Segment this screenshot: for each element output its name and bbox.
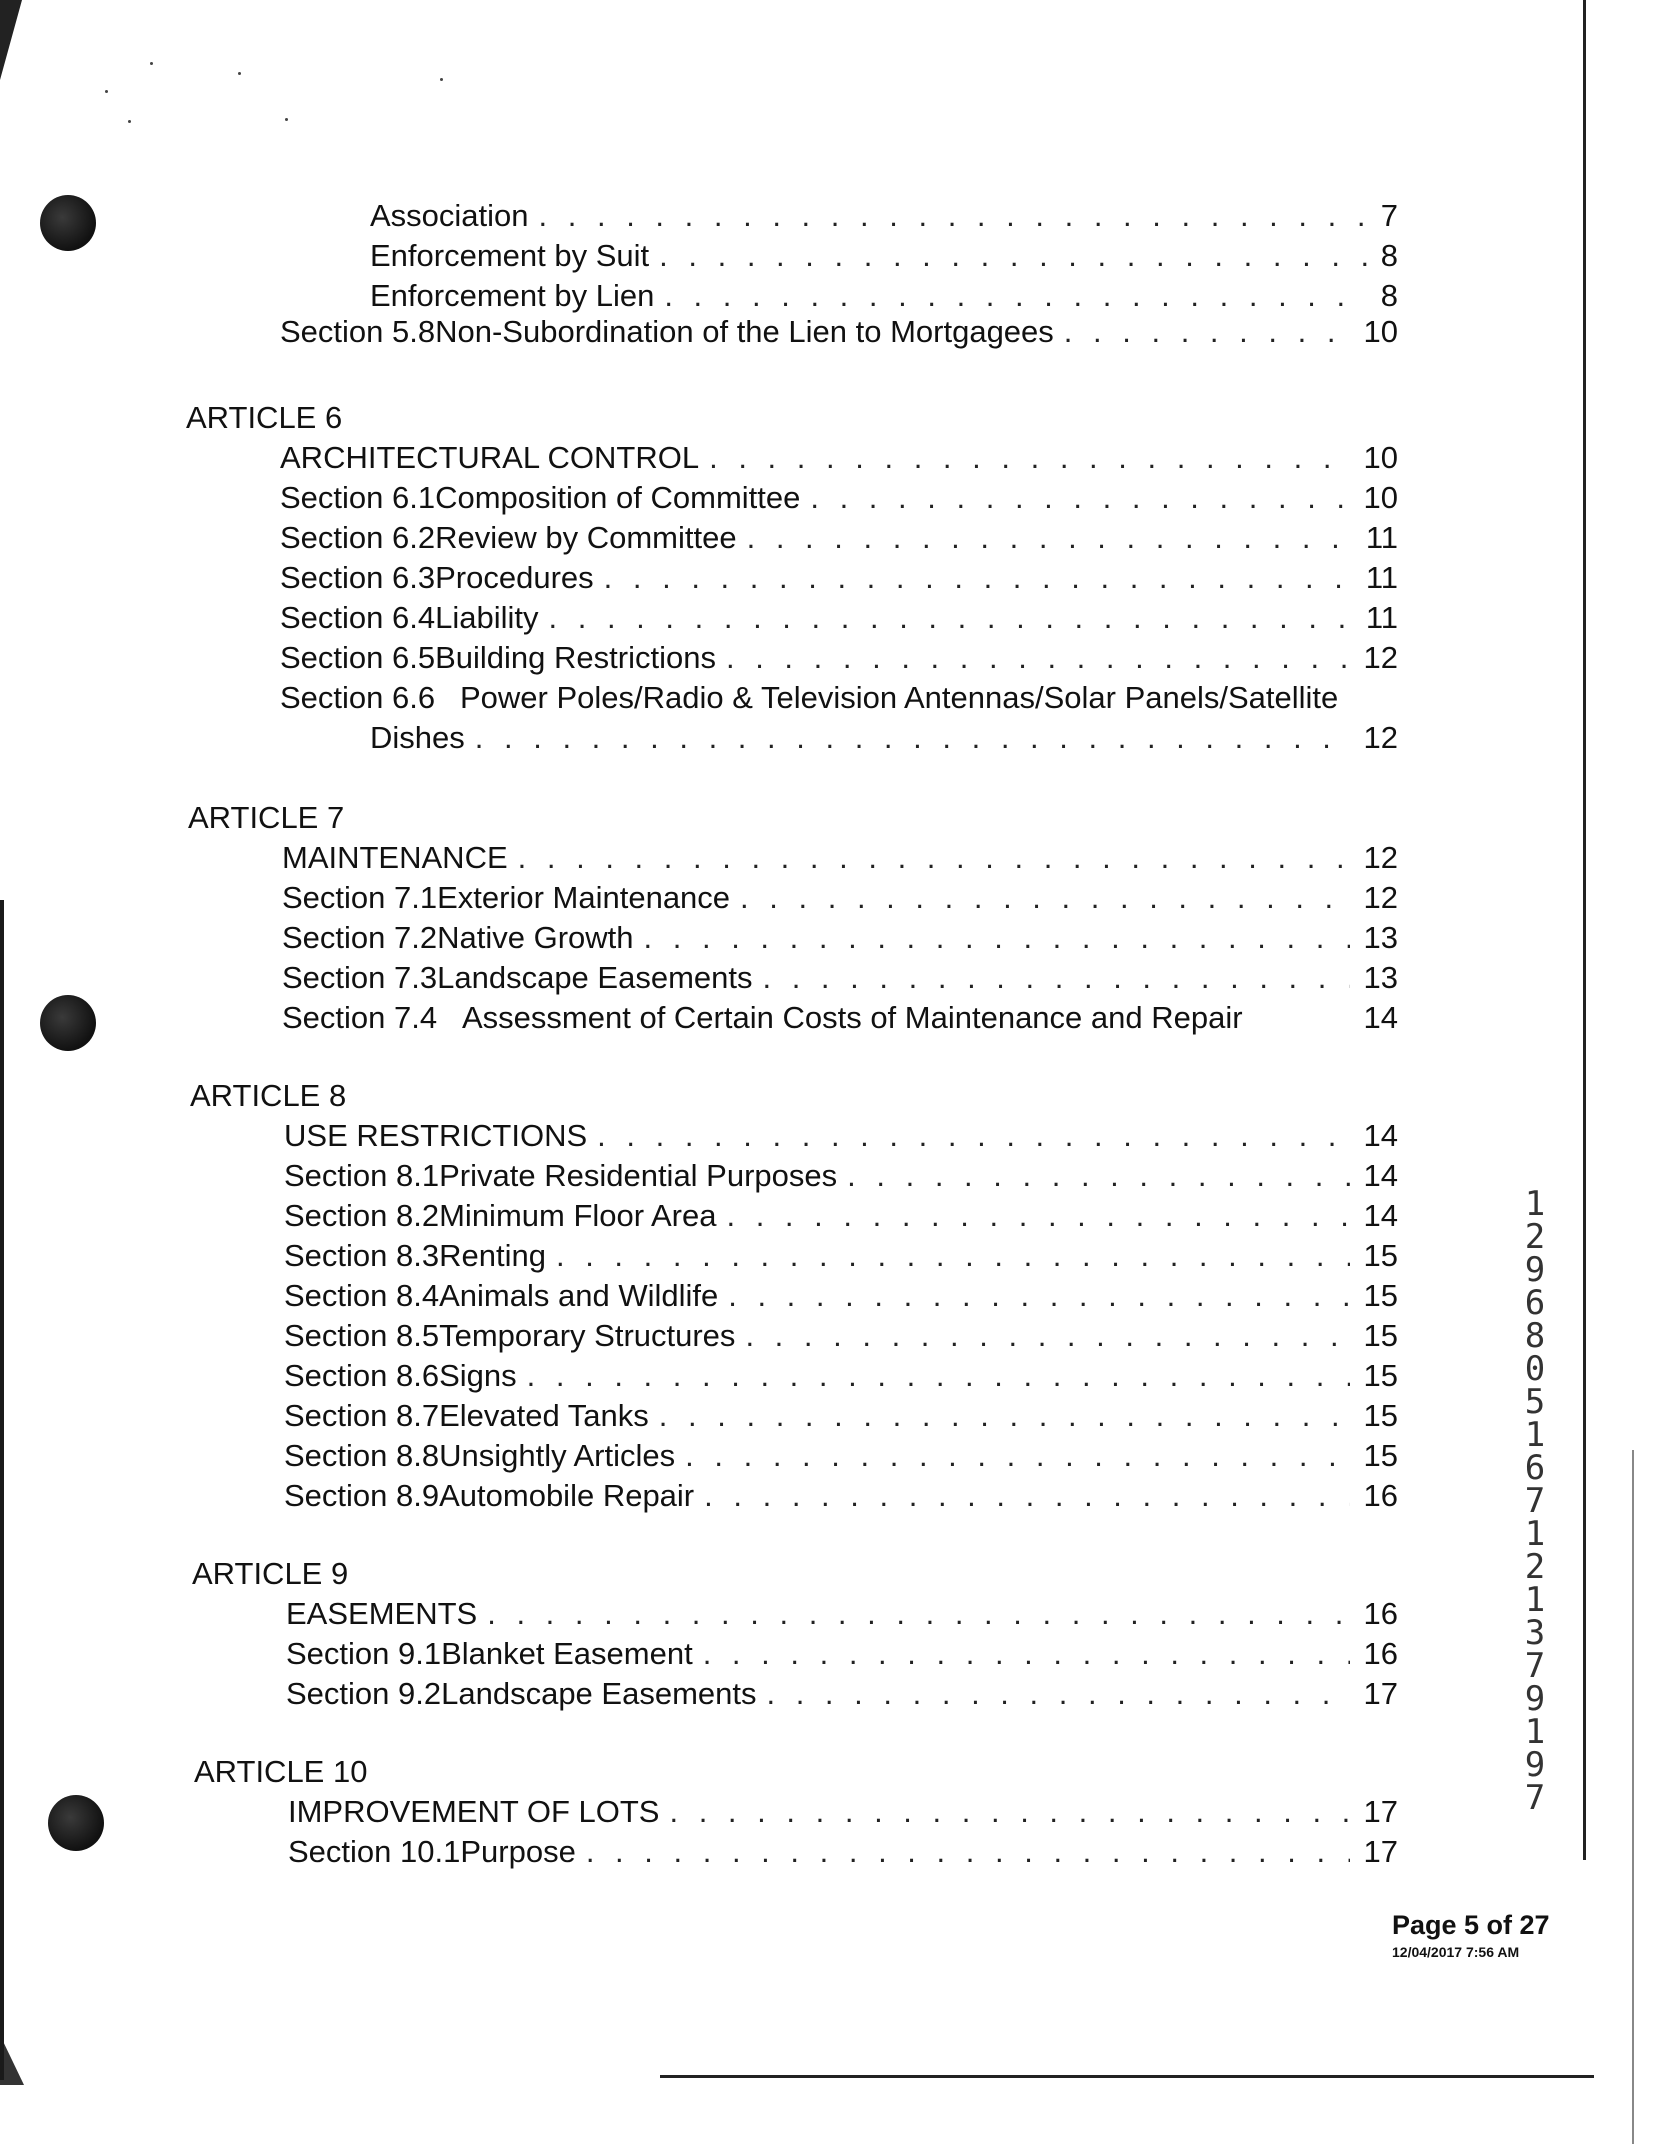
toc-section-number: Section 7.2: [282, 920, 438, 955]
scan-speck: [150, 62, 153, 65]
toc-entry-label: Enforcement by Suit: [370, 238, 650, 273]
scan-edge-line: [1583, 0, 1586, 1860]
toc-page-number: 12: [1363, 720, 1398, 755]
dot-leader: [704, 1478, 1349, 1514]
toc-entry: [284, 1398, 1398, 1434]
toc-entry-label: Association: [370, 198, 529, 233]
toc-section-number: Section 8.6: [284, 1358, 440, 1393]
scan-speck: [105, 90, 108, 93]
toc-section-number: Section 9.1: [286, 1636, 442, 1671]
scan-speck: [128, 120, 131, 123]
toc-section-number: Section 6.1: [280, 480, 436, 515]
toc-page-number: 17: [1363, 1834, 1398, 1869]
article-heading: ARTICLE 8: [190, 1078, 347, 1113]
toc-page-number: 15: [1363, 1318, 1398, 1353]
toc-entry-label: Landscape Easements: [441, 1676, 757, 1711]
toc-entry: [284, 1278, 1398, 1314]
toc-section-number: Section 8.8: [284, 1438, 440, 1473]
toc-entry-label: Assessment of Certain Costs of Maintenance and Repair: [462, 1000, 1243, 1035]
toc-entry: [280, 680, 1398, 716]
dot-leader: [659, 1398, 1350, 1434]
scan-edge-line: [660, 2075, 1594, 2078]
toc-section-number: Section 8.3: [284, 1238, 440, 1273]
dot-leader: [1064, 314, 1350, 350]
toc-section-number: Section 6.6: [280, 680, 436, 715]
toc-entry: [282, 840, 1398, 876]
toc-entry: [282, 960, 1398, 996]
toc-entry-label: Liability: [435, 600, 539, 635]
toc-page-number: 15: [1363, 1438, 1398, 1473]
toc-entry: [284, 1158, 1398, 1194]
toc-entry: [284, 1358, 1398, 1394]
toc-section-number: Section 6.5: [280, 640, 436, 675]
dot-leader: [740, 880, 1349, 916]
toc-entry: [280, 480, 1398, 516]
toc-entry: [370, 720, 1398, 756]
toc-page-number: 14: [1363, 1158, 1398, 1193]
toc-section-number: Section 8.1: [284, 1158, 440, 1193]
dot-leader: [847, 1158, 1349, 1194]
toc-entry-label: USE RESTRICTIONS: [284, 1118, 588, 1153]
toc-entry: [284, 1198, 1398, 1234]
toc-section-number: Section 7.1: [282, 880, 438, 915]
toc-page-number: 8: [1380, 278, 1398, 313]
toc-entry: [280, 440, 1398, 476]
toc-section-number: Section 8.9: [284, 1478, 440, 1513]
toc-entry-label: MAINTENANCE: [282, 840, 508, 875]
dot-leader: [726, 1198, 1349, 1234]
article-heading: ARTICLE 10: [194, 1754, 368, 1789]
toc-page-number: 13: [1363, 920, 1398, 955]
toc-entry-label: IMPROVEMENT OF LOTS: [288, 1794, 660, 1829]
dot-leader: [586, 1834, 1350, 1870]
dot-leader: [726, 640, 1350, 676]
toc-entry-label: Animals and Wildlife: [439, 1278, 719, 1313]
toc-entry: [370, 198, 1398, 234]
dot-leader: [475, 720, 1350, 756]
dot-leader: [745, 1318, 1349, 1354]
toc-page-number: 12: [1363, 880, 1398, 915]
dot-leader: [487, 1596, 1349, 1632]
toc-section-number: Section 6.3: [280, 560, 436, 595]
dot-leader: [766, 1676, 1349, 1712]
toc-entry: [282, 920, 1398, 956]
toc-page-number: 15: [1363, 1238, 1398, 1273]
hole-punch: [40, 995, 96, 1051]
toc-entry-label: Blanket Easement: [441, 1636, 693, 1671]
dot-leader: [747, 520, 1352, 556]
toc-page-number: 12: [1363, 640, 1398, 675]
toc-entry: [284, 1118, 1398, 1154]
toc-entry-label: ARCHITECTURAL CONTROL: [280, 440, 700, 475]
article-heading: ARTICLE 6: [186, 400, 343, 435]
toc-entry-label: Dishes: [370, 720, 465, 755]
toc-entry: [280, 314, 1398, 350]
toc-page-number: 12: [1363, 840, 1398, 875]
toc-entry-label: Renting: [439, 1238, 546, 1273]
dot-leader: [604, 560, 1352, 596]
toc-entry: [280, 520, 1398, 556]
toc-page-number: 11: [1365, 520, 1398, 555]
toc-entry-label: Landscape Easements: [437, 960, 753, 995]
page-number: Page 5 of 27: [1392, 1910, 1550, 1940]
toc-page-number: 11: [1365, 600, 1398, 635]
toc-section-number: Section 5.8: [280, 314, 436, 349]
toc-entry: [280, 640, 1398, 676]
toc-entry-label: Review by Committee: [435, 520, 737, 555]
dot-leader: [709, 440, 1349, 476]
toc-section-number: Section 9.2: [286, 1676, 442, 1711]
hole-punch: [48, 1795, 104, 1851]
toc-entry: [370, 238, 1398, 274]
toc-page-number: 15: [1363, 1358, 1398, 1393]
dot-leader: [549, 600, 1352, 636]
toc-entry: [370, 278, 1398, 314]
toc-section-number: Section 8.7: [284, 1398, 440, 1433]
toc-entry: [284, 1438, 1398, 1474]
toc-entry-label: Enforcement by Lien: [370, 278, 655, 313]
toc-entry: [286, 1676, 1398, 1712]
toc-page-number: 14: [1363, 1118, 1398, 1153]
toc-entry: [286, 1596, 1398, 1632]
toc-page-number: 15: [1363, 1398, 1398, 1433]
scan-edge-line: [1632, 1450, 1634, 2144]
toc-page-number: 16: [1363, 1596, 1398, 1631]
toc-entry: [280, 560, 1398, 596]
toc-section-number: Section 6.4: [280, 600, 436, 635]
toc-entry-label: Building Restrictions: [435, 640, 716, 675]
toc-entry-label: Power Poles/Radio & Television Antennas/Solar Panels/Satellite: [460, 680, 1339, 715]
toc-page-number: 10: [1363, 314, 1398, 349]
dot-leader: [644, 920, 1350, 956]
toc-entry: [288, 1794, 1398, 1830]
toc-entry-label: Procedures: [435, 560, 594, 595]
toc-entry: [284, 1238, 1398, 1274]
toc-page-number: 10: [1363, 480, 1398, 515]
toc-entry: [282, 1000, 1398, 1036]
article-heading: ARTICLE 9: [192, 1556, 349, 1591]
dot-leader: [659, 238, 1367, 274]
toc-entry: [288, 1834, 1398, 1870]
toc-entry-label: Signs: [439, 1358, 517, 1393]
toc-page-number: 7: [1380, 198, 1398, 233]
toc-page-number: 17: [1363, 1794, 1398, 1829]
toc-entry-label: Exterior Maintenance: [437, 880, 731, 915]
scan-edge-mark: [0, 0, 22, 80]
dot-leader: [539, 198, 1367, 234]
article-heading: ARTICLE 7: [188, 800, 345, 835]
toc-page-number: 14: [1363, 1000, 1398, 1035]
toc-entry-label: Non-Subordination of the Lien to Mortgagees: [435, 314, 1054, 349]
toc-section-number: Section 7.4: [282, 1000, 438, 1035]
dot-leader: [518, 840, 1350, 876]
toc-entry: [284, 1478, 1398, 1514]
toc-entry-label: Purpose: [460, 1834, 576, 1869]
toc-entry-label: Elevated Tanks: [439, 1398, 649, 1433]
toc-entry: [286, 1636, 1398, 1672]
toc-page-number: 17: [1363, 1676, 1398, 1711]
toc-page-number: 8: [1380, 238, 1398, 273]
toc-entry-label: EASEMENTS: [286, 1596, 478, 1631]
toc-page-number: 16: [1363, 1636, 1398, 1671]
toc-page-number: 14: [1363, 1198, 1398, 1233]
dot-leader: [762, 960, 1349, 996]
toc-section-number: Section 8.4: [284, 1278, 440, 1313]
toc-entry: [280, 600, 1398, 636]
toc-page-number: 11: [1365, 560, 1398, 595]
dot-leader: [703, 1636, 1350, 1672]
toc-page-number: 15: [1363, 1278, 1398, 1313]
dot-leader: [556, 1238, 1350, 1274]
toc-entry-label: Unsightly Articles: [439, 1438, 676, 1473]
hole-punch: [40, 195, 96, 251]
toc-entry-label: Private Residential Purposes: [439, 1158, 838, 1193]
toc-page-number: 10: [1363, 440, 1398, 475]
scan-speck: [238, 72, 241, 75]
toc-entry: [284, 1318, 1398, 1354]
toc-page-number: 13: [1363, 960, 1398, 995]
toc-entry-label: Minimum Floor Area: [439, 1198, 717, 1233]
toc-page-number: 16: [1363, 1478, 1398, 1513]
dot-leader: [685, 1438, 1349, 1474]
dot-leader: [669, 1794, 1349, 1830]
toc-entry: [282, 880, 1398, 916]
toc-section-number: Section 8.2: [284, 1198, 440, 1233]
toc-entry-label: Temporary Structures: [439, 1318, 736, 1353]
dot-leader: [527, 1358, 1350, 1394]
dot-leader: [728, 1278, 1349, 1314]
dot-leader: [664, 278, 1366, 314]
scan-edge-line: [0, 900, 4, 2080]
toc-section-number: Section 7.3: [282, 960, 438, 995]
toc-section-number: Section 6.2: [280, 520, 436, 555]
print-timestamp: 12/04/2017 7:56 AM: [1392, 1944, 1520, 1960]
toc-section-number: Section 10.1: [288, 1834, 461, 1869]
toc-entry-label: Native Growth: [437, 920, 634, 955]
dot-leader: [810, 480, 1349, 516]
toc-section-number: Section 8.5: [284, 1318, 440, 1353]
toc-entry-label: Automobile Repair: [439, 1478, 695, 1513]
scan-speck: [440, 78, 443, 81]
scan-speck: [285, 118, 288, 121]
dot-leader: [597, 1118, 1349, 1154]
toc-entry-label: Composition of Committee: [435, 480, 801, 515]
recording-stamp: 12968 05167 121379197: [1524, 1184, 1546, 1818]
